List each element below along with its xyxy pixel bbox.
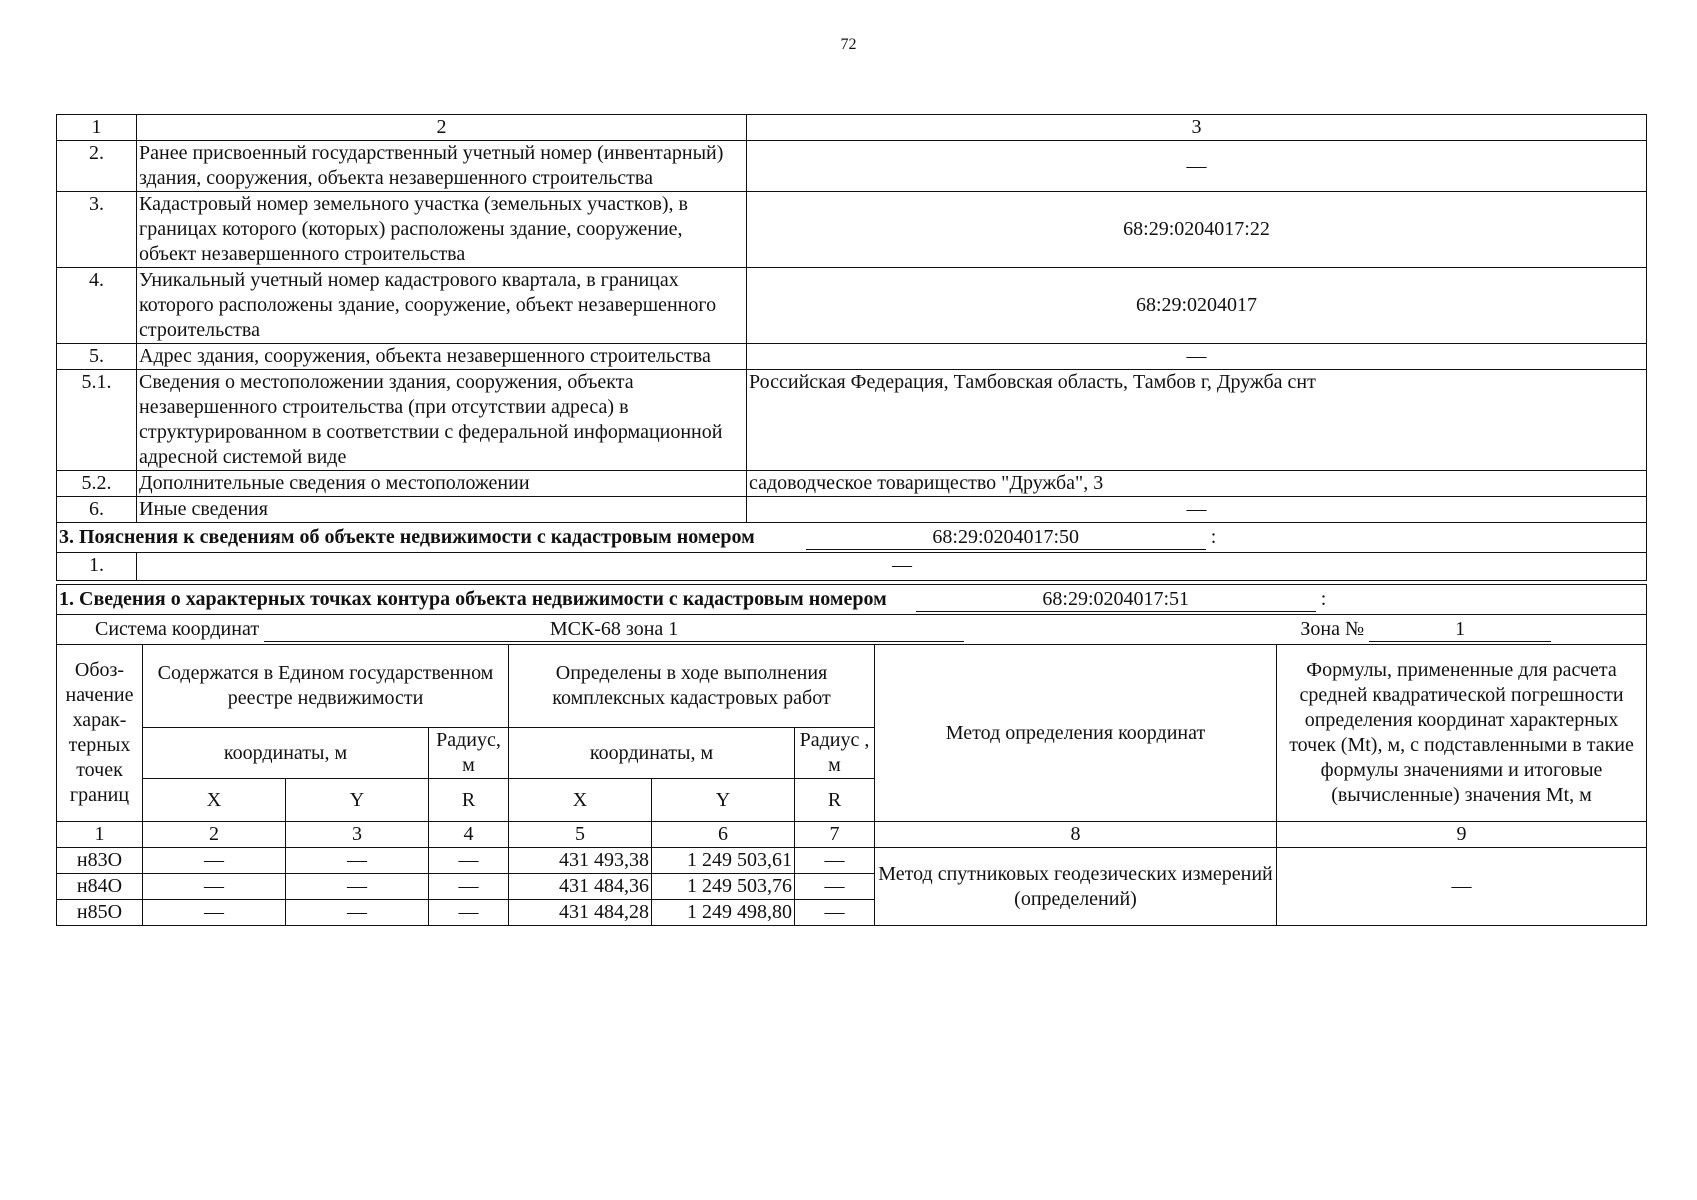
complex-y: 1 249 503,76 xyxy=(652,874,795,900)
column-number: 5 xyxy=(509,822,652,848)
header-row xyxy=(57,115,1647,141)
page-number: 72 xyxy=(840,36,857,53)
complex-works-header: Определены в ходе выполнения комплексных кадастровых работ xyxy=(509,645,875,728)
column-number: 6 xyxy=(652,822,795,848)
row-label: Ранее присвоенный государственный учетный номер (инвентарный) здания, сооружения, объекта незавершенного строительства xyxy=(137,141,747,192)
y-header: Y xyxy=(652,779,795,822)
complex-x: 431 484,36 xyxy=(509,874,652,900)
row-number: 3. xyxy=(57,192,137,268)
egrn-y: — xyxy=(286,848,429,874)
column-number: 4 xyxy=(429,822,509,848)
complex-r: — xyxy=(795,874,875,900)
column-number: 7 xyxy=(795,822,875,848)
row-label: Иные сведения xyxy=(137,497,747,523)
table-row xyxy=(57,141,1647,192)
row-number: 5.1. xyxy=(57,370,137,471)
egrn-r: — xyxy=(429,848,509,874)
row-number: 2. xyxy=(57,141,137,192)
row-number: 4. xyxy=(57,268,137,344)
section1-colon: : xyxy=(1320,588,1327,610)
row-label: Дополнительные сведения о местоположении xyxy=(137,471,747,497)
points-header-row-1 xyxy=(57,645,1647,728)
section3-row xyxy=(57,553,1647,581)
y-header: Y xyxy=(286,779,429,822)
radius-header: Радиус, м xyxy=(429,728,509,779)
row-value: садоводческое товарищество "Дружба", 3 xyxy=(747,471,1647,497)
method-value: Метод спутниковых геодезических измерений (определений) xyxy=(875,848,1277,926)
coord-system-value: МСК-68 зона 1 xyxy=(264,618,964,642)
egrn-x: — xyxy=(143,900,286,926)
coordinate-system-row xyxy=(57,615,1647,645)
header-cell-1: 1 xyxy=(57,115,137,141)
row-value: — xyxy=(137,553,1647,581)
row-number: 6. xyxy=(57,497,137,523)
row-value: — xyxy=(747,344,1647,370)
x-header: X xyxy=(509,779,652,822)
column-number: 1 xyxy=(57,822,143,848)
row-value: — xyxy=(747,497,1647,523)
coords-header: координаты, м xyxy=(143,728,429,779)
row-label: Уникальный учетный номер кадастрового квартала, в границах которого расположены здание, сооружение, объект незавершенного строительства xyxy=(137,268,747,344)
column-number: 8 xyxy=(875,822,1277,848)
coordinate-system-cell xyxy=(57,615,1647,645)
row-number: 5.2. xyxy=(57,471,137,497)
complex-x: 431 493,38 xyxy=(509,848,652,874)
point-name: н84О xyxy=(57,874,143,900)
row-label: Кадастровый номер земельного участка (земельных участков), в границах которого (которых) расположены здание, сооружение, объект незавершенного строительства xyxy=(137,192,747,268)
section1-cadastral-number: 68:29:0204017:51 xyxy=(916,588,1316,612)
row-number: 5. xyxy=(57,344,137,370)
row-label: Сведения о местоположении здания, сооружения, объекта незавершенного строительства (при отсутствии адреса) в структурированном в соответствии с федеральной информационной адресной системой виде xyxy=(137,370,747,471)
point-name: н83О xyxy=(57,848,143,874)
radius-header: Радиус , м xyxy=(795,728,875,779)
document-body xyxy=(56,114,1646,926)
method-header: Метод определения координат xyxy=(875,645,1277,822)
table-row xyxy=(57,471,1647,497)
complex-r: — xyxy=(795,848,875,874)
egrn-x: — xyxy=(143,874,286,900)
egrn-y: — xyxy=(286,900,429,926)
row-value: 68:29:0204017:22 xyxy=(747,192,1647,268)
egrn-r: — xyxy=(429,900,509,926)
table-row xyxy=(57,848,1647,874)
complex-x: 431 484,28 xyxy=(509,900,652,926)
column-number: 9 xyxy=(1277,822,1647,848)
section3-title-row xyxy=(57,523,1647,553)
egrn-r: — xyxy=(429,874,509,900)
coords-header: координаты, м xyxy=(509,728,795,779)
section1-title-row xyxy=(57,585,1647,615)
formulas-header: Формулы, примененные для расчета средней квадратической погрешности определения координат характерных точек (Mt), м, с подставленными в такие формулы значениями и итоговые (вычисленные) значения Mt, м xyxy=(1277,645,1647,822)
column-number: 3 xyxy=(286,822,429,848)
table-row xyxy=(57,370,1647,471)
row-value: 68:29:0204017 xyxy=(747,268,1647,344)
zone-label: Зона № xyxy=(1300,618,1365,640)
row-number: 1. xyxy=(57,553,137,581)
egrn-y: — xyxy=(286,874,429,900)
complex-r: — xyxy=(795,900,875,926)
section1-title-cell xyxy=(57,585,1647,615)
table-row xyxy=(57,268,1647,344)
table-row xyxy=(57,497,1647,523)
column-numbers-row xyxy=(57,822,1647,848)
egrn-x: — xyxy=(143,848,286,874)
header-cell-3: 3 xyxy=(747,115,1647,141)
row-value: — xyxy=(747,141,1647,192)
r-header: R xyxy=(429,779,509,822)
formula-value: — xyxy=(1277,848,1647,926)
column-number: 2 xyxy=(143,822,286,848)
table-row xyxy=(57,192,1647,268)
zone-value: 1 xyxy=(1369,618,1551,642)
header-cell-2: 2 xyxy=(137,115,747,141)
table-row xyxy=(57,344,1647,370)
egrn-header: Содержатся в Едином государственном реестре недвижимости xyxy=(143,645,509,728)
coord-system-label: Система координат xyxy=(95,618,260,640)
row-value: Российская Федерация, Тамбовская область, Тамбов г, Дружба снт xyxy=(747,370,1647,471)
section1-title: 1. Сведения о характерных точках контура объекта недвижимости с кадастровым номером xyxy=(59,588,887,610)
r-header: R xyxy=(795,779,875,822)
section3-colon: : xyxy=(1210,526,1217,548)
section3-title: 3. Пояснения к сведениям об объекте недвижимости с кадастровым номером xyxy=(59,526,755,548)
row-label: Адрес здания, сооружения, объекта незавершенного строительства xyxy=(137,344,747,370)
point-name: н85О xyxy=(57,900,143,926)
complex-y: 1 249 498,80 xyxy=(652,900,795,926)
points-table xyxy=(56,584,1647,926)
designation-header: Обоз-начение харак-терных точек границ xyxy=(57,645,143,822)
complex-y: 1 249 503,61 xyxy=(652,848,795,874)
x-header: X xyxy=(143,779,286,822)
section3-cadastral-number: 68:29:0204017:50 xyxy=(806,526,1206,550)
section3-title-cell xyxy=(57,523,1647,553)
object-info-table xyxy=(56,114,1647,581)
